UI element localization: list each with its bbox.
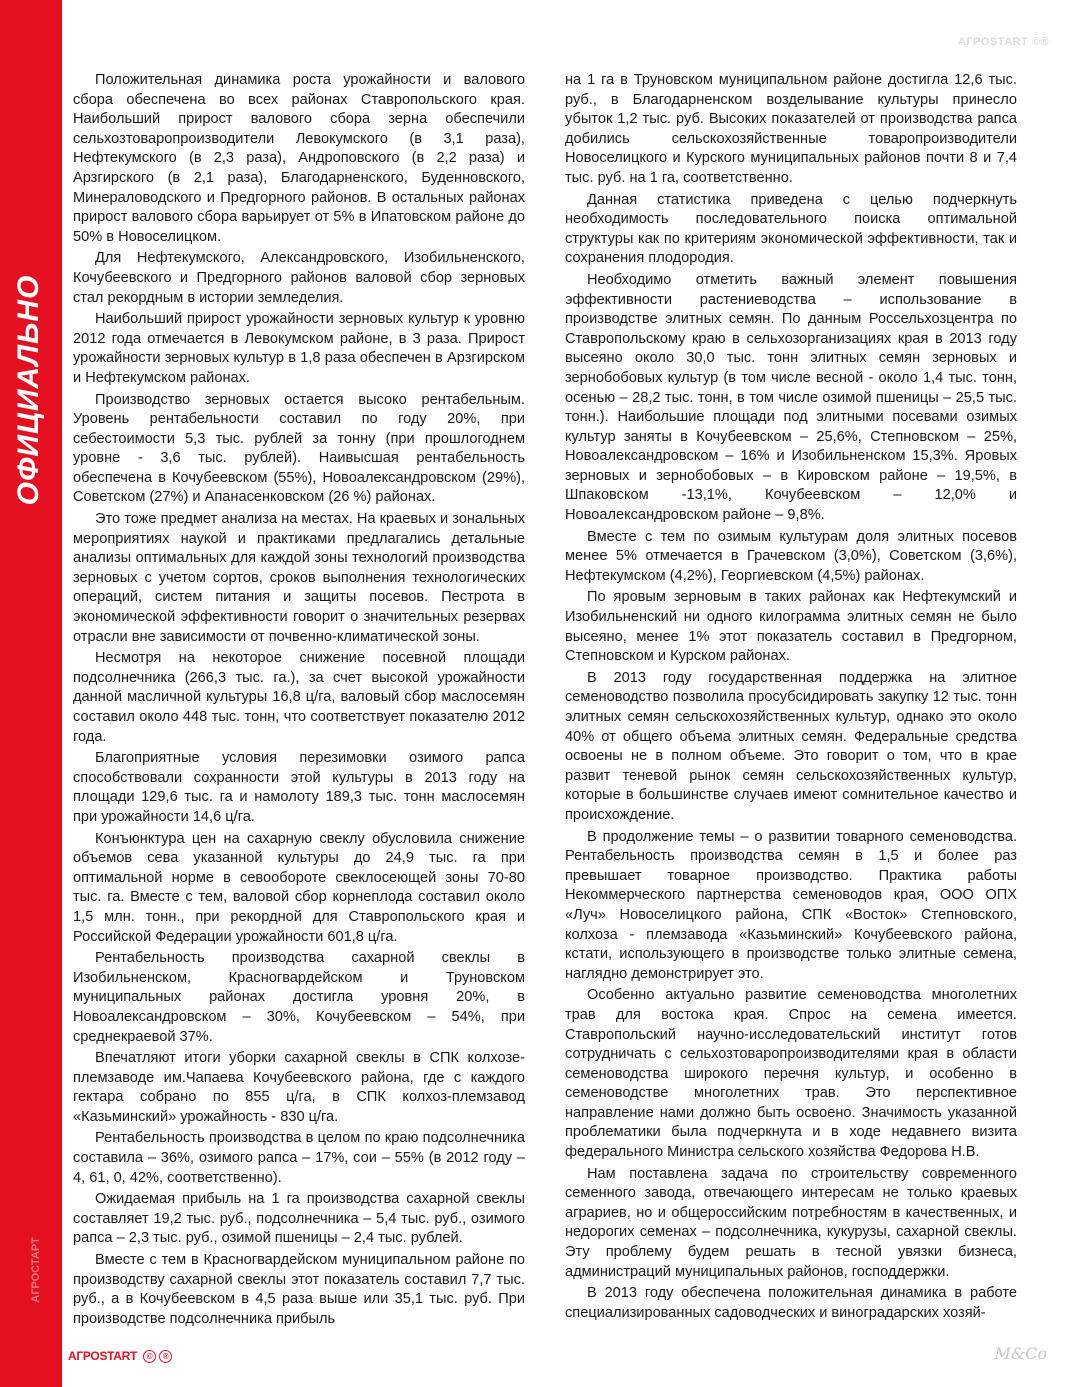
- footer-logo: [68, 1349, 172, 1363]
- article-paragraph: на 1 га в Труновском муниципальном районе достигла 12,6 тыс. руб., в Благодарненском возделывание культуры принесло убыток 1,2 тыс. руб. Высоких показателей от производства рапса добились сельскохозяйственные товаропроизводители Новоселицкого и Курского муниципальных районов почти 8 и 7,4 тыс. руб. на 1 га, соответственно.: [565, 72, 1017, 186]
- section-label: ОФИЦИАЛЬНО: [12, 274, 45, 506]
- article-paragraph: Вместе с тем в Красногвардейском муниципальном районе по производству сахарной свеклы этот показатель составил 7,7 тыс. руб., а в Кочубеевском в 4,5 раза выше или 35,1 тыс. руб. При производстве подсолнечника прибыль: [73, 1252, 525, 1327]
- article-paragraph: Для Нефтекумского, Александровского, Изобильненского, Кочубеевского и Предгорного районов валовой сбор зерновых стал рекордным в истории земледелия.: [73, 250, 525, 306]
- article-column-right: [565, 71, 1017, 1325]
- article-paragraph: В 2013 году государственная поддержка на элитное семеноводство позволила просубсидировать закупку 12 тыс. тонн элитных семян сельскохозяйственных культур, однако это около 40% от общего объема элитных семян. Федеральные средства освоены не в полном объеме. Это говорит о том, что в крае развит теневой рынок семян сельскохозяйственных культур, которые в большинстве случаев имеют сомнительное качество и происхождение.: [565, 669, 1017, 823]
- article-paragraph: Рентабельность производства в целом по краю подсолнечника составила – 36%, озимого рапса – 17%, сои – 55% (в 2012 году – 4, 61, 0, 42%, соответственно).: [73, 1130, 525, 1186]
- copyright-icon: ©: [143, 1350, 156, 1363]
- article-paragraph: Несмотря на некоторое снижение посевной площади подсолнечника (266,3 тыс. га.), за счет высокой урожайности данной масличной культуры 16,8 ц/га, валовый сбор маслосемян составил около 448 тыс. тонн, что соответствует показателю 2012 года.: [73, 650, 525, 745]
- header-watermark: АГРОSTART ©®: [957, 36, 1049, 48]
- article-paragraph: Положительная динамика роста урожайности и валового сбора обеспечена во всех районах Ставропольского края. Наибольший прирост валового сбора зерна обеспечили сельхозтоваропроизводители Левокумского (в 3,1 раза), Нефтекумского (в 2,3 раза), Андроповского (в 2,2 раза) и Арзгирского (в 2,1 раза), Благодарненского, Буденновского, Минераловодского и Предгорного районов. В остальных районах прирост валового сбора варьирует от 5% в Ипатовском районе до 50% в Новоселицком.: [73, 72, 525, 245]
- footer-logo-agro: АГРО: [68, 1349, 100, 1363]
- side-accent-bar: [0, 0, 62, 1387]
- article-paragraph: Необходимо отметить важный элемент повышения эффективности растениеводства – использование в производстве элитных семян. По данным Россельхозцентра по Ставропольскому краю в сельхозорганизациях края в 2013 году высеяно около 30,0 тыс. тонн элитных семян зерновых и зернобобовых культур (в том числе весной - около 1,4 тыс. тонн, осенью – 28,2 тыс. тонн, в том числе озимой пшеницы – 25,5 тыс. тонн.). Наибольшие площади под элитными посевами озимых культур заняты в Кочубеевском – 25,6%, Степновском – 25%, Новоалександровском – 16% и Изобильненском 15,3%. Яровых зерновых и зернобобовых – в Кировском районе – 19,5%, в Шпаковском -13,1%, Кочубеевском – 12,0% и Новоалександровском районе – 9,8%.: [565, 271, 1017, 524]
- article-column-left: [73, 71, 525, 1331]
- article-paragraph: Нам поставлена задача по строительству современного семенного завода, отвечающего интересам не только краевых аграриев, но и общероссийским потребностям в качественных, и недорогих семенах – подсолнечника, кукурузы, сахарной свеклы. Эту проблему будем решать в тесной увязки бизнеса, администраций муниципальных районов, господдержки.: [565, 1165, 1017, 1280]
- article-paragraph: По яровым зерновым в таких районах как Нефтекумский и Изобильненский ни одного килограмма элитных семян не было высеяно, менее 1% этот показатель составил в Предгорном, Степновском и Курском районах.: [565, 589, 1017, 665]
- article-paragraph: В продолжение темы – о развитии товарного семеноводства. Рентабельность производства семян в 1,5 и более раз превышает товарное производство. Практика работы Некоммерческого партнерства семеноводов края, ООО ОПХ «Луч» Новоселицкого района, СПК «Восток» Степновского, колхоза - племзавода «Казьминский» Кочубеевского района, кстати, использующего в производстве только элитные семена, наглядно демонстрирует это.: [565, 828, 1017, 982]
- article-paragraph: В 2013 году обеспечена положительная динамика в работе специализированных садоводческих и виноградарских хозяй-: [565, 1285, 1017, 1321]
- article-paragraph: Впечатляют итоги уборки сахарной свеклы в СПК колхозе-племзаводе им.Чапаева Кочубеевского района, где с каждого гектара собрано по 855 ц/га, в СПК колхоз-племзавод «Казьминский» урожайность - 830 ц/га.: [73, 1050, 525, 1125]
- article-paragraph: Производство зерновых остается высоко рентабельным. Уровень рентабельности составил по году 20%, при себестоимости 5,3 тыс. рублей за тонну (при прошлогоднем уровне - 3,6 тыс. рублей). Наивысшая рентабельность обеспечена в Кочубеевском (55%), Новоалександровском (29%), Советском (27%) и Апанасенковском (26 %) районах.: [73, 391, 525, 506]
- article-paragraph: Это тоже предмет анализа на местах. На краевых и зональных мероприятиях наукой и практиками предлагались детальные анализы оптимальных для каждой зоны технологий производства зерновых с учетом сортов, сроков выполнения технологических операций, систем питания и защиты посевов. Пестрота в экономической эффективности говорит о значительных резервах отрасли вне зависимости от почвенно-климатической зоны.: [73, 511, 525, 645]
- article-paragraph: Рентабельность производства сахарной свеклы в Изобильненском, Красногвардейском и Труновском муниципальных районах достигла уровня 20%, в Новоалександровском – 30%, Кочубеевском – 54%, при среднекраевой 37%.: [73, 950, 525, 1045]
- article-paragraph: Наибольший прирост урожайности зерновых культур к уровню 2012 года отмечается в Левокумском районе, в 3 раза. Прирост урожайности зерновых культур в 1,8 раза обеспечен в Арзгирском и Нефтекумском районах.: [73, 311, 525, 386]
- article-paragraph: Данная статистика приведена с целью подчеркнуть необходимость последовательного поиска оптимальной структуры как по критериям экономической эффективности, так и сохранения плодородия.: [565, 191, 1017, 267]
- registered-icon: ®: [159, 1350, 172, 1363]
- footer-watermark: М&Со: [994, 1344, 1047, 1363]
- article-paragraph: Благоприятные условия перезимовки озимого рапса способствовали сохранности этой культуры в 2013 году на площади 129,6 тыс. га и намолоту 189,3 тыс. тонн маслосемян при урожайности 14,6 ц/га.: [73, 750, 525, 825]
- footer-logo-start: START: [99, 1349, 138, 1363]
- article-paragraph: Вместе с тем по озимым культурам доля элитных посевов менее 5% отмечается в Грачевском (3,0%), Советском (3,6%), Нефтекумском (4,2%), Георгиевском (4,5%) районах.: [565, 528, 1017, 584]
- side-footer-mark: АГРОСТАРТ: [30, 1237, 42, 1303]
- article-paragraph: Ожидаемая прибыль на 1 га производства сахарной свеклы составляет 19,2 тыс. руб., подсолнечника – 5,4 тыс. руб., озимого рапса – 2,3 тыс. руб., озимой пшеницы – 2,4 тыс. рублей.: [73, 1191, 525, 1247]
- article-paragraph: Конъюнктура цен на сахарную свеклу обусловила снижение объемов сева указанной культуры до 24,9 тыс. га при оптимальной норме в севообороте свеклосеющей зоны 70-80 тыс. га. Вместе с тем, валовой сбор корнеплода составил около 1,5 млн. тонн., при рекордной для Ставропольского края и Российской Федерации урожайности 601,8 ц/га.: [73, 830, 525, 945]
- article-paragraph: Особенно актуально развитие семеноводства многолетних трав для востока края. Спрос на семена имеется. Ставропольский научно-исследовательский институт готов сотрудничать с сельхозтоваропроизводителями края в области семеноводства широкого перечня культур, и особенно в семеноводстве многолетних трав. Это перспективное направление нами должно быть освоено. Значимость указанной проблематики была подчеркнута и в ходе недавнего визита федерального Министра сельского хозяйства Федорова Н.В.: [565, 987, 1017, 1161]
